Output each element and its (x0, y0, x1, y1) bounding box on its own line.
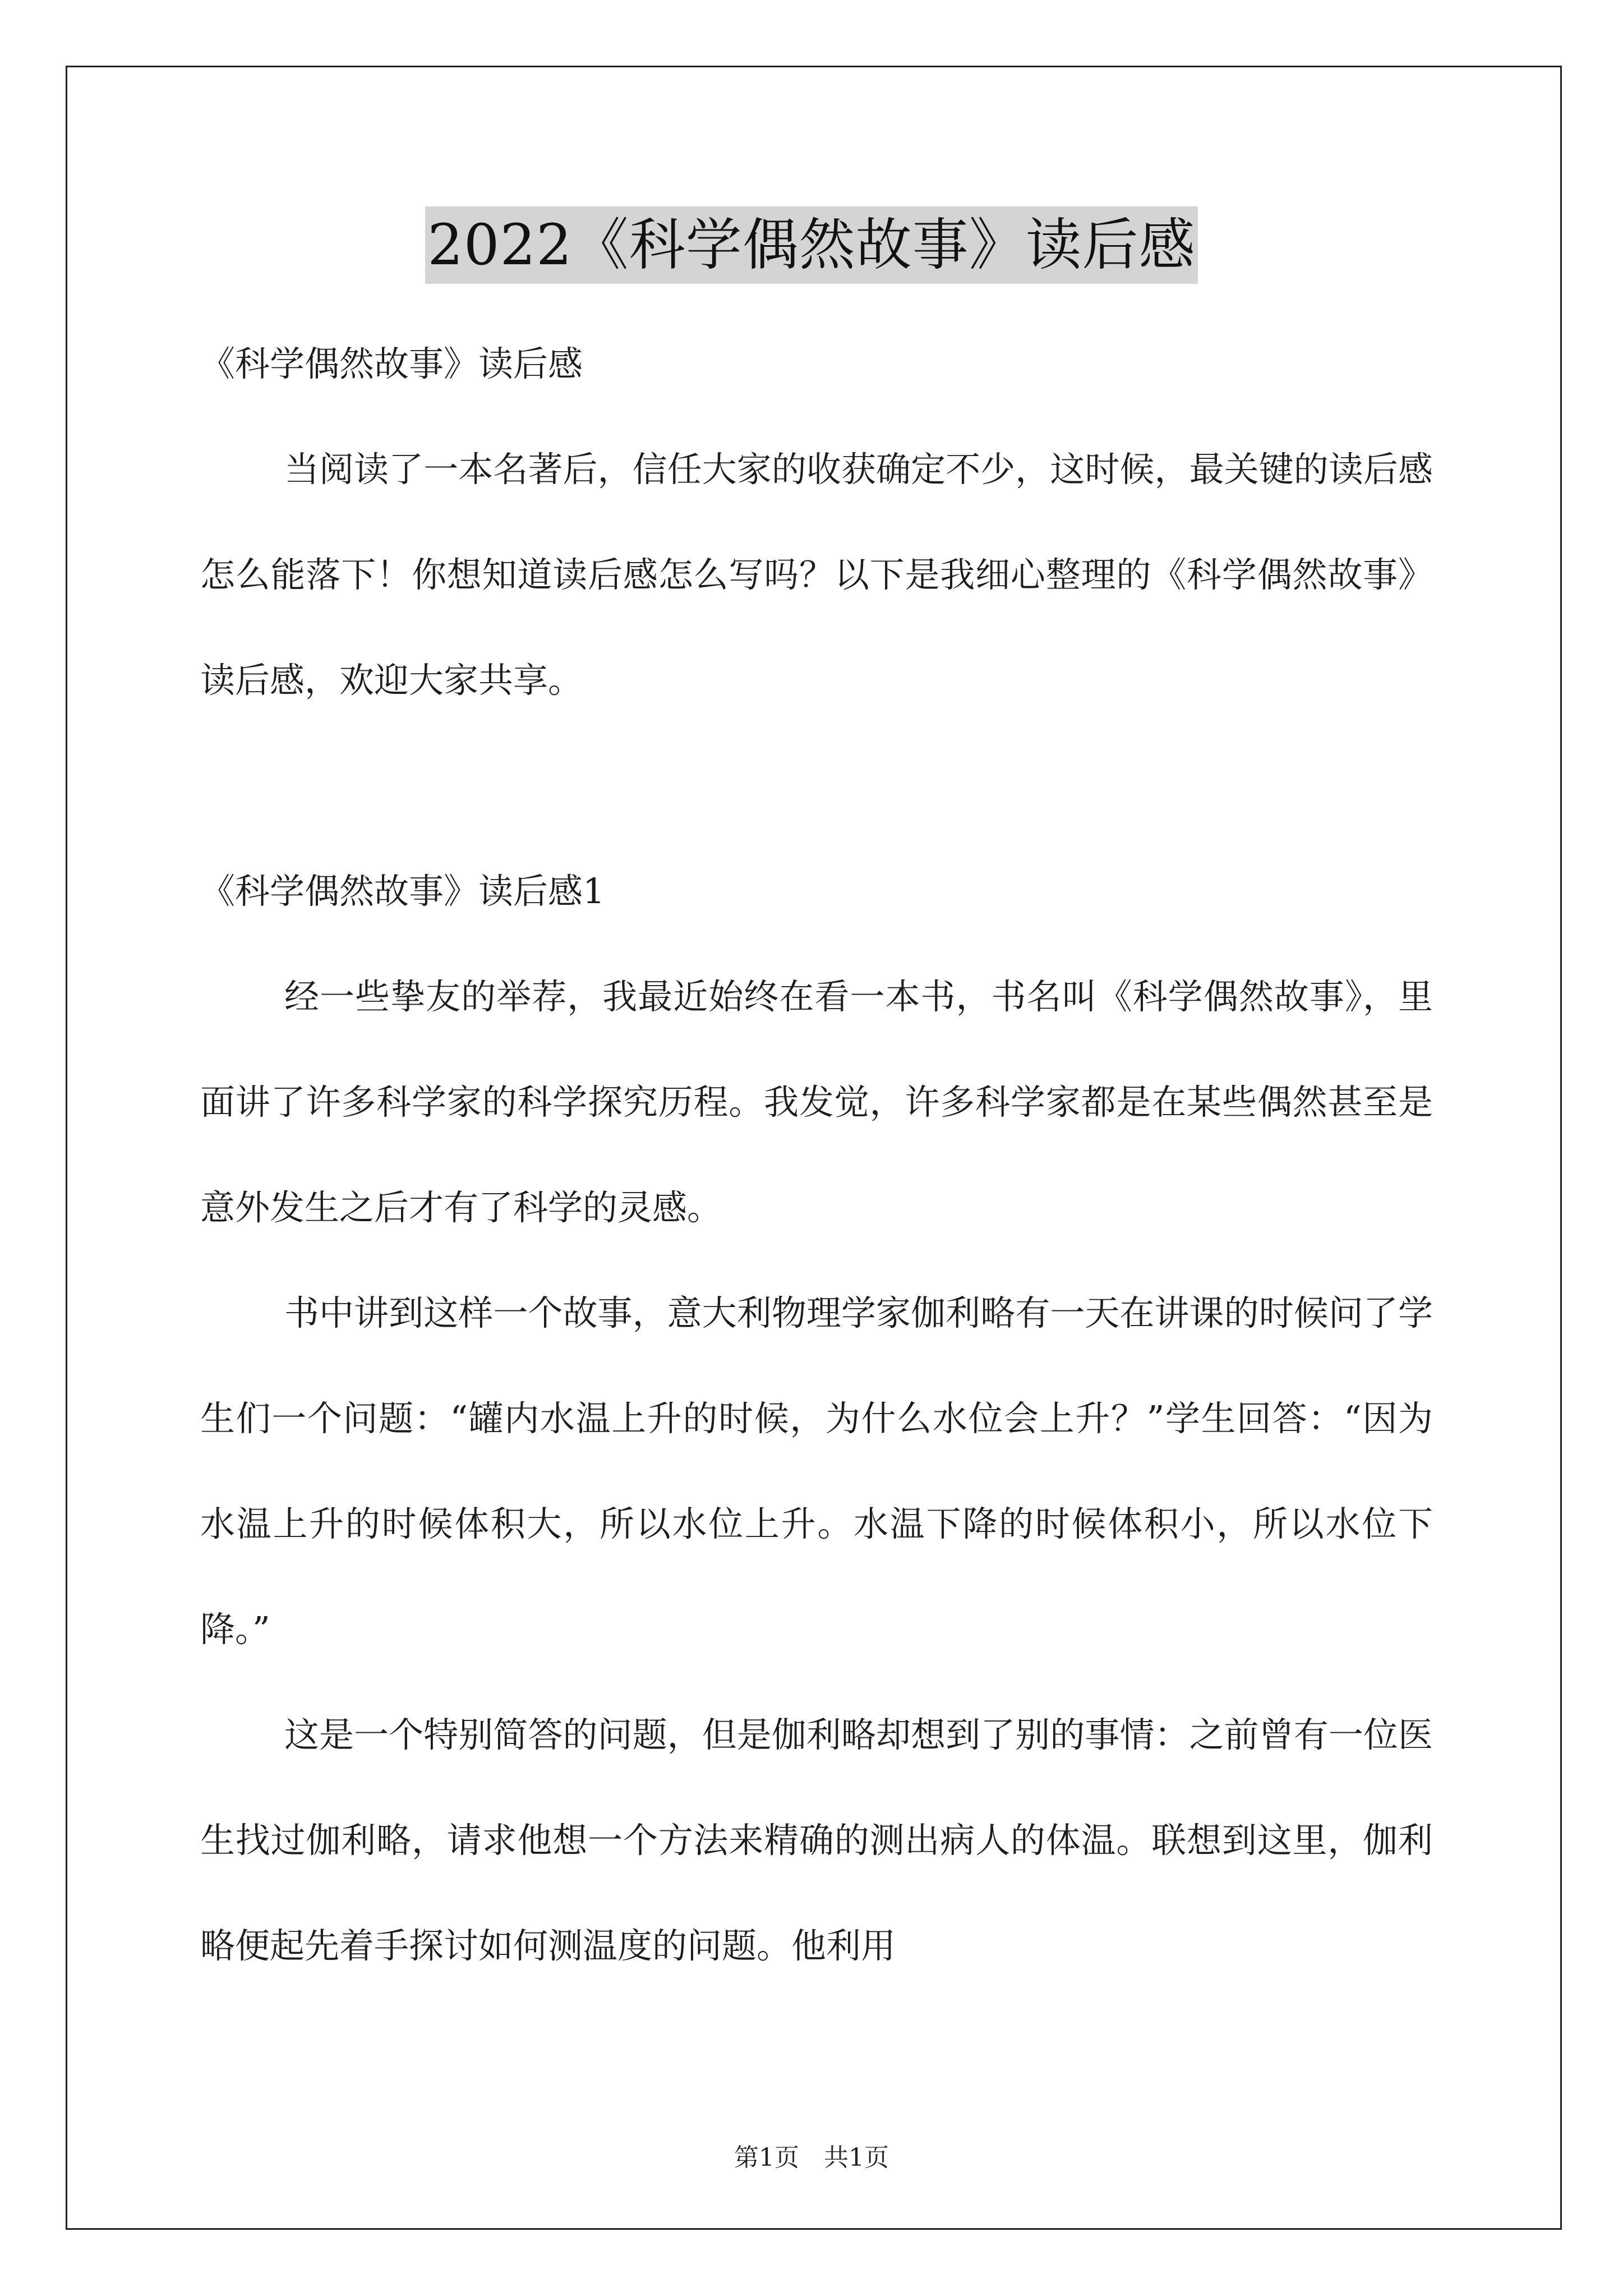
page-footer: 第1页 共1页 (734, 2143, 889, 2172)
document-title: 2022《科学偶然故事》读后感 (425, 206, 1198, 284)
body-paragraph: 经一些挚友的举荐，我最近始终在看一本书，书名叫《科学偶然故事》，里面讲了许多科学家的科学探究历程。我发觉，许多科学家都是在某些偶然甚至是意外发生之后才有了科学的灵感。 (200, 976, 1433, 1228)
intro-paragraph: 当阅读了一本名著后，信任大家的收获确定不少，这时候，最关键的读后感怎么能落下！你想知道读后感怎么写吗？以下是我细心整理的《科学偶然故事》读后感，欢迎大家共享。 (200, 449, 1433, 701)
section-spacer (200, 733, 1433, 839)
body-paragraph: 这是一个特别简答的问题，但是伽利略却想到了别的事情：之前曾有一位医生找过伽利略，请求他想一个方法来精确的测出病人的体温。联想到这里，伽利略便起先着手探讨如何测温度的问题。他利用 (200, 1714, 1433, 1966)
section-heading: 《科学偶然故事》读后感1 (200, 871, 605, 912)
subtitle-heading: 《科学偶然故事》读后感 (200, 343, 583, 384)
body-paragraph: 书中讲到这样一个故事，意大利物理学家伽利略有一天在讲课的时候问了学生们一个问题：“罐内水温上升的时候，为什么水位会上升？”学生回答：“因为水温上升的时候体积大，所以水位上升。水温下降的时候体积小，所以水位下降。” (200, 1292, 1433, 1650)
document-body (200, 311, 1433, 1999)
title-container (0, 206, 1623, 284)
